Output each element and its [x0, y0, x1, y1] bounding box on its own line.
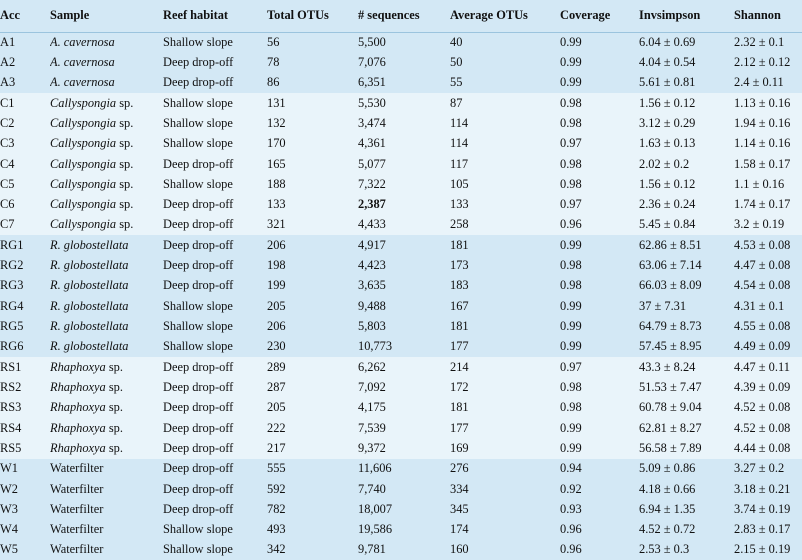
habitat-cell: Deep drop-off: [163, 379, 234, 394]
total-otus-cell: 321: [267, 217, 286, 232]
species-suffix: sp.: [108, 359, 123, 374]
species-suffix: sp.: [108, 400, 123, 415]
average-otus-cell: 87: [450, 95, 463, 110]
sequences-cell: 5,530: [358, 95, 386, 110]
table-row: [0, 73, 802, 93]
shannon-cell: 3.27 ± 0.2: [734, 461, 785, 476]
invsimpson-cell: 37 ± 7.31: [639, 298, 687, 313]
shannon-cell: 4.31 ± 0.1: [734, 298, 785, 313]
sequences-cell: 4,175: [358, 400, 386, 415]
habitat-cell: Deep drop-off: [163, 400, 234, 415]
average-otus-cell: 181: [450, 237, 469, 252]
habitat-cell: Shallow slope: [163, 542, 233, 557]
habitat-cell: Deep drop-off: [163, 461, 234, 476]
total-otus-cell: 230: [267, 339, 286, 354]
table-row: [0, 357, 802, 377]
shannon-cell: 4.49 ± 0.09: [734, 339, 791, 354]
sample-cell: R. globostellata: [50, 237, 129, 252]
species-suffix: sp.: [119, 197, 134, 212]
total-otus-cell: 206: [267, 237, 286, 252]
sequences-cell: 7,076: [358, 54, 386, 69]
average-otus-cell: 133: [450, 197, 469, 212]
invsimpson-cell: 1.56 ± 0.12: [639, 176, 696, 191]
sample-cell: [50, 418, 163, 438]
acc-cell: RG3: [0, 278, 24, 293]
acc-cell: RS4: [0, 420, 22, 435]
invsimpson-cell: 6.94 ± 1.35: [639, 501, 696, 516]
acc-cell: RG6: [0, 339, 24, 354]
habitat-cell: Deep drop-off: [163, 197, 234, 212]
total-otus-cell: 287: [267, 379, 286, 394]
coverage-cell: 0.99: [560, 54, 582, 69]
shannon-cell: 4.53 ± 0.08: [734, 237, 791, 252]
sequences-cell: 7,740: [358, 481, 386, 496]
sample-cell: [50, 93, 163, 113]
table-row: [0, 276, 802, 296]
habitat-cell: Shallow slope: [163, 95, 233, 110]
sequences-cell: 10,773: [358, 339, 393, 354]
sequences-cell: 4,917: [358, 237, 386, 252]
invsimpson-cell: 2.02 ± 0.2: [639, 156, 690, 171]
total-otus-cell: 592: [267, 481, 286, 496]
coverage-cell: 0.98: [560, 176, 582, 191]
acc-cell: RG1: [0, 237, 24, 252]
sample-cell: A. cavernosa: [50, 75, 115, 90]
coverage-cell: 0.96: [560, 542, 582, 557]
sequences-cell: 9,488: [358, 298, 386, 313]
sequences-cell: 6,262: [358, 359, 386, 374]
species-suffix: sp.: [119, 156, 134, 171]
total-otus-cell: 555: [267, 461, 286, 476]
total-otus-cell: 199: [267, 278, 286, 293]
table-row: [0, 337, 802, 357]
sequences-cell: 7,092: [358, 379, 386, 394]
total-otus-cell: 131: [267, 95, 286, 110]
header-shannon: Shannon: [734, 0, 802, 32]
invsimpson-cell: 51.53 ± 7.47: [639, 379, 702, 394]
average-otus-cell: 160: [450, 542, 469, 557]
shannon-cell: 2.32 ± 0.1: [734, 34, 785, 49]
average-otus-cell: 114: [450, 136, 469, 151]
sample-cell: A. cavernosa: [50, 54, 115, 69]
acc-cell: C3: [0, 136, 15, 151]
acc-cell: C6: [0, 197, 15, 212]
species-suffix: sp.: [119, 176, 134, 191]
table-row: [0, 195, 802, 215]
shannon-cell: 4.52 ± 0.08: [734, 420, 791, 435]
genus-name: Callyspongia: [50, 176, 117, 191]
habitat-cell: Deep drop-off: [163, 481, 234, 496]
table-row: [0, 438, 802, 458]
table-row: [0, 540, 802, 560]
sequences-cell: 19,586: [358, 522, 393, 537]
shannon-cell: 4.39 ± 0.09: [734, 379, 791, 394]
invsimpson-cell: 60.78 ± 9.04: [639, 400, 702, 415]
total-otus-cell: 217: [267, 440, 286, 455]
acc-cell: C7: [0, 217, 15, 232]
species-suffix: sp.: [108, 440, 123, 455]
table-row: [0, 134, 802, 154]
header-acc: Acc: [0, 0, 50, 32]
invsimpson-cell: 5.45 ± 0.84: [639, 217, 696, 232]
total-otus-cell: 493: [267, 522, 286, 537]
average-otus-cell: 173: [450, 258, 469, 273]
habitat-cell: Deep drop-off: [163, 54, 234, 69]
sample-cell: R. globostellata: [50, 298, 129, 313]
header-average-otus: Average OTUs: [450, 0, 560, 32]
table-row: [0, 459, 802, 479]
invsimpson-cell: 5.09 ± 0.86: [639, 461, 696, 476]
acc-cell: W1: [0, 461, 18, 476]
average-otus-cell: 40: [450, 34, 463, 49]
average-otus-cell: 55: [450, 75, 463, 90]
average-otus-cell: 169: [450, 440, 469, 455]
table-row: [0, 113, 802, 133]
average-otus-cell: 258: [450, 217, 469, 232]
sequences-cell: 4,361: [358, 136, 386, 151]
habitat-cell: Deep drop-off: [163, 237, 234, 252]
coverage-cell: 0.99: [560, 298, 582, 313]
header-sequences: # sequences: [358, 0, 450, 32]
habitat-cell: Shallow slope: [163, 34, 233, 49]
invsimpson-cell: 3.12 ± 0.29: [639, 115, 696, 130]
invsimpson-cell: 57.45 ± 8.95: [639, 339, 702, 354]
coverage-cell: 0.92: [560, 481, 582, 496]
table-row: [0, 296, 802, 316]
header-total-otus: Total OTUs: [267, 0, 358, 32]
table-body: [0, 32, 802, 560]
total-otus-cell: 205: [267, 400, 286, 415]
invsimpson-cell: 1.63 ± 0.13: [639, 136, 696, 151]
invsimpson-cell: 4.04 ± 0.54: [639, 54, 696, 69]
sequences-cell: 4,423: [358, 258, 386, 273]
coverage-cell: 0.99: [560, 34, 582, 49]
acc-cell: W3: [0, 501, 18, 516]
sequences-cell: 5,077: [358, 156, 386, 171]
sample-cell: [50, 134, 163, 154]
shannon-cell: 2.83 ± 0.17: [734, 522, 791, 537]
shannon-cell: 4.52 ± 0.08: [734, 400, 791, 415]
sample-cell: R. globostellata: [50, 258, 129, 273]
sample-cell: [50, 377, 163, 397]
average-otus-cell: 214: [450, 359, 469, 374]
table-row: [0, 377, 802, 397]
coverage-cell: 0.96: [560, 217, 582, 232]
total-otus-cell: 132: [267, 115, 286, 130]
genus-name: Callyspongia: [50, 217, 117, 232]
sample-cell: Waterfilter: [50, 461, 104, 476]
invsimpson-cell: 4.18 ± 0.66: [639, 481, 696, 496]
species-suffix: sp.: [119, 95, 134, 110]
coverage-cell: 0.93: [560, 501, 582, 516]
shannon-cell: 4.55 ± 0.08: [734, 319, 791, 334]
habitat-cell: Deep drop-off: [163, 359, 234, 374]
sequences-cell: 7,539: [358, 420, 386, 435]
total-otus-cell: 205: [267, 298, 286, 313]
total-otus-cell: 165: [267, 156, 286, 171]
invsimpson-cell: 43.3 ± 8.24: [639, 359, 696, 374]
sequences-cell: 18,007: [358, 501, 393, 516]
genus-name: Callyspongia: [50, 115, 117, 130]
total-otus-cell: 170: [267, 136, 286, 151]
table-row: [0, 316, 802, 336]
sample-cell: Waterfilter: [50, 481, 104, 496]
average-otus-cell: 50: [450, 54, 463, 69]
habitat-cell: Shallow slope: [163, 176, 233, 191]
acc-cell: C1: [0, 95, 15, 110]
average-otus-cell: 117: [450, 156, 469, 171]
sequences-cell: 5,500: [358, 34, 386, 49]
shannon-cell: 4.44 ± 0.08: [734, 440, 791, 455]
acc-cell: RG5: [0, 319, 24, 334]
shannon-cell: 2.4 ± 0.11: [734, 75, 784, 90]
invsimpson-cell: 2.53 ± 0.3: [639, 542, 690, 557]
sample-cell: R. globostellata: [50, 319, 129, 334]
shannon-cell: 1.14 ± 0.16: [734, 136, 791, 151]
total-otus-cell: 198: [267, 258, 286, 273]
total-otus-cell: 133: [267, 197, 286, 212]
shannon-cell: 4.47 ± 0.11: [734, 359, 790, 374]
header-sample: Sample: [50, 0, 163, 32]
total-otus-cell: 56: [267, 34, 280, 49]
sample-cell: [50, 154, 163, 174]
invsimpson-cell: 62.81 ± 8.27: [639, 420, 702, 435]
acc-cell: RS1: [0, 359, 22, 374]
genus-name: Rhaphoxya: [50, 379, 106, 394]
average-otus-cell: 177: [450, 420, 469, 435]
sequences-cell: 3,635: [358, 278, 386, 293]
coverage-cell: 0.98: [560, 379, 582, 394]
invsimpson-cell: 1.56 ± 0.12: [639, 95, 696, 110]
shannon-cell: 3.18 ± 0.21: [734, 481, 791, 496]
table-row: [0, 235, 802, 255]
coverage-cell: 0.96: [560, 522, 582, 537]
acc-cell: W5: [0, 542, 18, 557]
sample-cell: [50, 398, 163, 418]
acc-cell: RG4: [0, 298, 24, 313]
table-row: [0, 93, 802, 113]
header-invsimpson: Invsimpson: [639, 0, 734, 32]
coverage-cell: 0.98: [560, 258, 582, 273]
table-row: [0, 479, 802, 499]
sample-cell: [50, 438, 163, 458]
invsimpson-cell: 62.86 ± 8.51: [639, 237, 702, 252]
acc-cell: C2: [0, 115, 15, 130]
average-otus-cell: 177: [450, 339, 469, 354]
sample-cell: Waterfilter: [50, 542, 104, 557]
average-otus-cell: 345: [450, 501, 469, 516]
shannon-cell: 4.47 ± 0.08: [734, 258, 791, 273]
total-otus-cell: 86: [267, 75, 280, 90]
habitat-cell: Deep drop-off: [163, 258, 234, 273]
acc-cell: RS5: [0, 440, 22, 455]
invsimpson-cell: 63.06 ± 7.14: [639, 258, 702, 273]
coverage-cell: 0.99: [560, 75, 582, 90]
header-coverage: Coverage: [560, 0, 639, 32]
acc-cell: W4: [0, 522, 18, 537]
total-otus-cell: 78: [267, 54, 280, 69]
acc-cell: RS3: [0, 400, 22, 415]
shannon-cell: 2.15 ± 0.19: [734, 542, 791, 557]
species-suffix: sp.: [119, 115, 134, 130]
sample-cell: A. cavernosa: [50, 34, 115, 49]
table-row: [0, 255, 802, 275]
average-otus-cell: 181: [450, 400, 469, 415]
shannon-cell: 1.58 ± 0.17: [734, 156, 791, 171]
sequences-cell: 11,606: [358, 461, 392, 476]
total-otus-cell: 188: [267, 176, 286, 191]
sample-cell: Waterfilter: [50, 501, 104, 516]
sequences-cell: 7,322: [358, 176, 386, 191]
table-row: [0, 32, 802, 52]
coverage-cell: 0.98: [560, 95, 582, 110]
sequences-cell: 2,387: [358, 197, 386, 212]
sample-cell: Waterfilter: [50, 522, 104, 537]
acc-cell: A3: [0, 75, 16, 90]
sequences-cell: 3,474: [358, 115, 386, 130]
sequences-cell: 6,351: [358, 75, 386, 90]
habitat-cell: Deep drop-off: [163, 420, 234, 435]
average-otus-cell: 167: [450, 298, 469, 313]
coverage-cell: 0.99: [560, 420, 582, 435]
genus-name: Callyspongia: [50, 156, 117, 171]
habitat-cell: Deep drop-off: [163, 501, 234, 516]
average-otus-cell: 334: [450, 481, 469, 496]
species-suffix: sp.: [108, 420, 123, 435]
table-row: [0, 520, 802, 540]
habitat-cell: Deep drop-off: [163, 440, 234, 455]
coverage-cell: 0.99: [560, 339, 582, 354]
sample-cell: [50, 174, 163, 194]
shannon-cell: 3.2 ± 0.19: [734, 217, 785, 232]
invsimpson-cell: 66.03 ± 8.09: [639, 278, 702, 293]
acc-cell: C5: [0, 176, 15, 191]
shannon-cell: 1.94 ± 0.16: [734, 115, 791, 130]
table-row: [0, 418, 802, 438]
habitat-cell: Deep drop-off: [163, 156, 234, 171]
acc-cell: C4: [0, 156, 15, 171]
sequences-cell: 4,433: [358, 217, 386, 232]
coverage-cell: 0.94: [560, 461, 582, 476]
coverage-cell: 0.99: [560, 237, 582, 252]
sample-cell: [50, 357, 163, 377]
header-reef-habitat: Reef habitat: [163, 0, 267, 32]
species-suffix: sp.: [119, 136, 134, 151]
habitat-cell: Deep drop-off: [163, 75, 234, 90]
coverage-cell: 0.97: [560, 136, 582, 151]
acc-cell: A2: [0, 54, 16, 69]
average-otus-cell: 172: [450, 379, 469, 394]
average-otus-cell: 183: [450, 278, 469, 293]
table-row: [0, 499, 802, 519]
habitat-cell: Shallow slope: [163, 339, 233, 354]
shannon-cell: 4.54 ± 0.08: [734, 278, 791, 293]
table-row: [0, 154, 802, 174]
sample-cell: [50, 215, 163, 235]
invsimpson-cell: 5.61 ± 0.81: [639, 75, 696, 90]
sequences-cell: 9,781: [358, 542, 386, 557]
acc-cell: A1: [0, 34, 16, 49]
shannon-cell: 1.1 ± 0.16: [734, 176, 785, 191]
average-otus-cell: 276: [450, 461, 469, 476]
invsimpson-cell: 2.36 ± 0.24: [639, 197, 696, 212]
sample-cell: R. globostellata: [50, 278, 129, 293]
invsimpson-cell: 56.58 ± 7.89: [639, 440, 702, 455]
coverage-cell: 0.99: [560, 319, 582, 334]
average-otus-cell: 114: [450, 115, 469, 130]
total-otus-cell: 342: [267, 542, 286, 557]
table-row: [0, 52, 802, 72]
average-otus-cell: 174: [450, 522, 469, 537]
genus-name: Rhaphoxya: [50, 359, 106, 374]
habitat-cell: Deep drop-off: [163, 217, 234, 232]
shannon-cell: 1.74 ± 0.17: [734, 197, 791, 212]
coverage-cell: 0.98: [560, 156, 582, 171]
invsimpson-cell: 6.04 ± 0.69: [639, 34, 696, 49]
habitat-cell: Shallow slope: [163, 136, 233, 151]
sequences-cell: 9,372: [358, 440, 386, 455]
coverage-cell: 0.98: [560, 115, 582, 130]
total-otus-cell: 206: [267, 319, 286, 334]
habitat-cell: Shallow slope: [163, 319, 233, 334]
acc-cell: W2: [0, 481, 18, 496]
average-otus-cell: 105: [450, 176, 469, 191]
shannon-cell: 3.74 ± 0.19: [734, 501, 791, 516]
habitat-cell: Shallow slope: [163, 522, 233, 537]
total-otus-cell: 289: [267, 359, 286, 374]
total-otus-cell: 782: [267, 501, 286, 516]
table-header-row: [0, 0, 802, 32]
table-row: [0, 215, 802, 235]
genus-name: Rhaphoxya: [50, 400, 106, 415]
sequences-cell: 5,803: [358, 319, 386, 334]
acc-cell: RS2: [0, 379, 22, 394]
sample-cell: [50, 195, 163, 215]
acc-cell: RG2: [0, 258, 24, 273]
genus-name: Rhaphoxya: [50, 440, 106, 455]
sample-cell: [50, 113, 163, 133]
average-otus-cell: 181: [450, 319, 469, 334]
species-suffix: sp.: [119, 217, 134, 232]
genus-name: Rhaphoxya: [50, 420, 106, 435]
invsimpson-cell: 64.79 ± 8.73: [639, 319, 702, 334]
coverage-cell: 0.98: [560, 278, 582, 293]
coverage-cell: 0.99: [560, 440, 582, 455]
genus-name: Callyspongia: [50, 136, 117, 151]
sample-cell: R. globostellata: [50, 339, 129, 354]
habitat-cell: Shallow slope: [163, 115, 233, 130]
invsimpson-cell: 4.52 ± 0.72: [639, 522, 696, 537]
total-otus-cell: 222: [267, 420, 286, 435]
species-suffix: sp.: [108, 379, 123, 394]
shannon-cell: 1.13 ± 0.16: [734, 95, 791, 110]
habitat-cell: Deep drop-off: [163, 278, 234, 293]
shannon-cell: 2.12 ± 0.12: [734, 54, 791, 69]
genus-name: Callyspongia: [50, 197, 117, 212]
coverage-cell: 0.97: [560, 197, 582, 212]
table-row: [0, 398, 802, 418]
genus-name: Callyspongia: [50, 95, 117, 110]
habitat-cell: Shallow slope: [163, 298, 233, 313]
table-row: [0, 174, 802, 194]
coverage-cell: 0.97: [560, 359, 582, 374]
coverage-cell: 0.98: [560, 400, 582, 415]
